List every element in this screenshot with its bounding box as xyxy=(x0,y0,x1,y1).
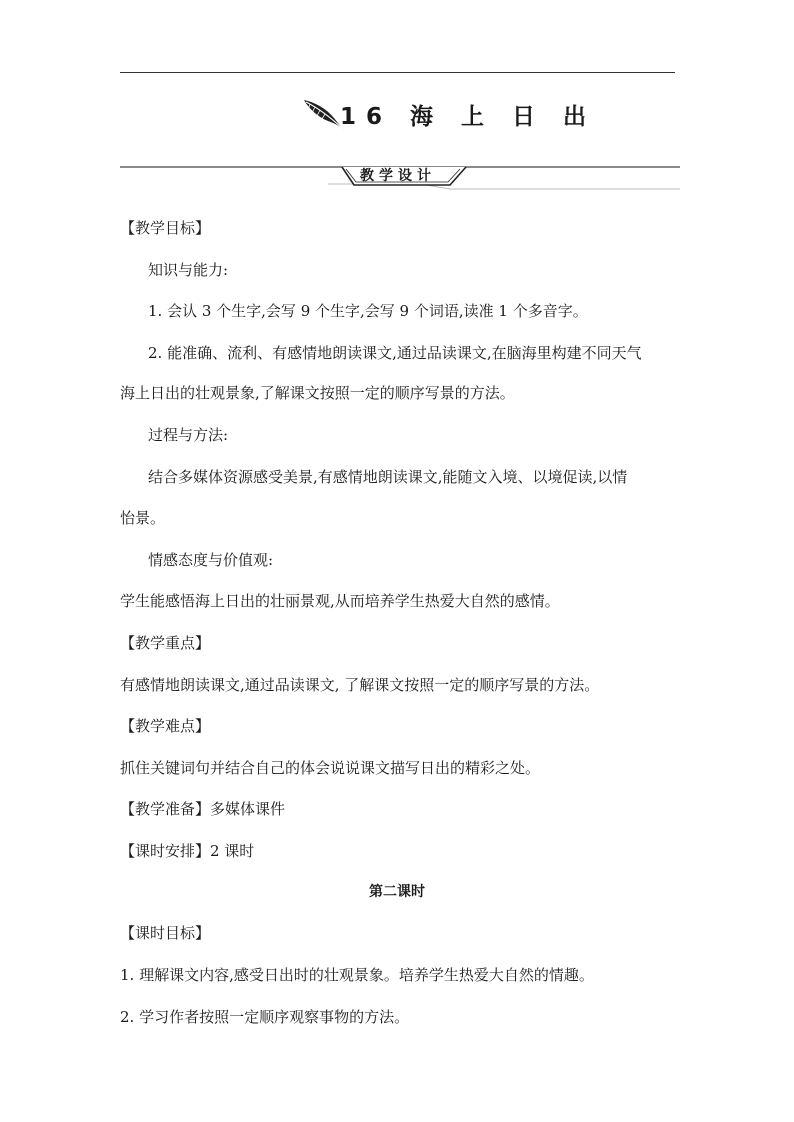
process-text-line1: 结合多媒体资源感受美景,有感情地朗读课文,能随文入境、以境促读,以情 xyxy=(148,468,628,486)
process-heading: 过程与方法: xyxy=(148,426,229,444)
lesson-header xyxy=(0,96,794,136)
process-text-line2: 怡景。 xyxy=(120,509,166,527)
preparation-text: 【教学准备】多媒体课件 xyxy=(120,800,286,818)
lesson-title: 16 海 上 日 出 xyxy=(340,104,597,130)
goal-item-2-line2: 海上日出的壮观景象,了解课文按照一定的顺序写景的方法。 xyxy=(120,384,515,402)
goals-heading: 【教学目标】 xyxy=(120,219,211,237)
key-points-heading: 【教学重点】 xyxy=(120,634,211,652)
lesson-goals-heading: 【课时目标】 xyxy=(120,924,211,942)
goal-item-1: 1. 会认 3 个生字,会写 9 个生字,会写 9 个词语,读准 1 个多音字。 xyxy=(148,302,588,320)
difficulty-heading: 【教学难点】 xyxy=(120,717,211,735)
lesson-goal-item-2: 2. 学习作者按照一定顺序观察事物的方法。 xyxy=(120,1008,410,1026)
top-rule xyxy=(120,72,675,73)
knowledge-heading: 知识与能力: xyxy=(148,261,229,279)
lesson-goal-item-1: 1. 理解课文内容,感受日出时的壮观景象。培养学生热爱大自然的情趣。 xyxy=(120,966,594,984)
schedule-text: 【课时安排】2 课时 xyxy=(120,842,255,860)
goal-item-2-line1: 2. 能准确、流利、有感情地朗读课文,通过品读课文,在脑海里构建不同天气 xyxy=(148,344,642,362)
section-title: 第二课时 xyxy=(369,884,425,900)
difficulty-text: 抓住关键词句并结合自己的体会说说课文描写日出的精彩之处。 xyxy=(120,759,541,777)
emotion-heading: 情感态度与价值观: xyxy=(148,551,274,569)
banner-label: 教学设计 xyxy=(360,168,436,184)
section-banner xyxy=(120,160,680,196)
key-points-text: 有感情地朗读课文,通过品读课文, 了解课文按照一定的顺序写景的方法。 xyxy=(120,676,600,694)
emotion-text: 学生能感悟海上日出的壮丽景观,从而培养学生热爱大自然的感情。 xyxy=(120,592,560,610)
